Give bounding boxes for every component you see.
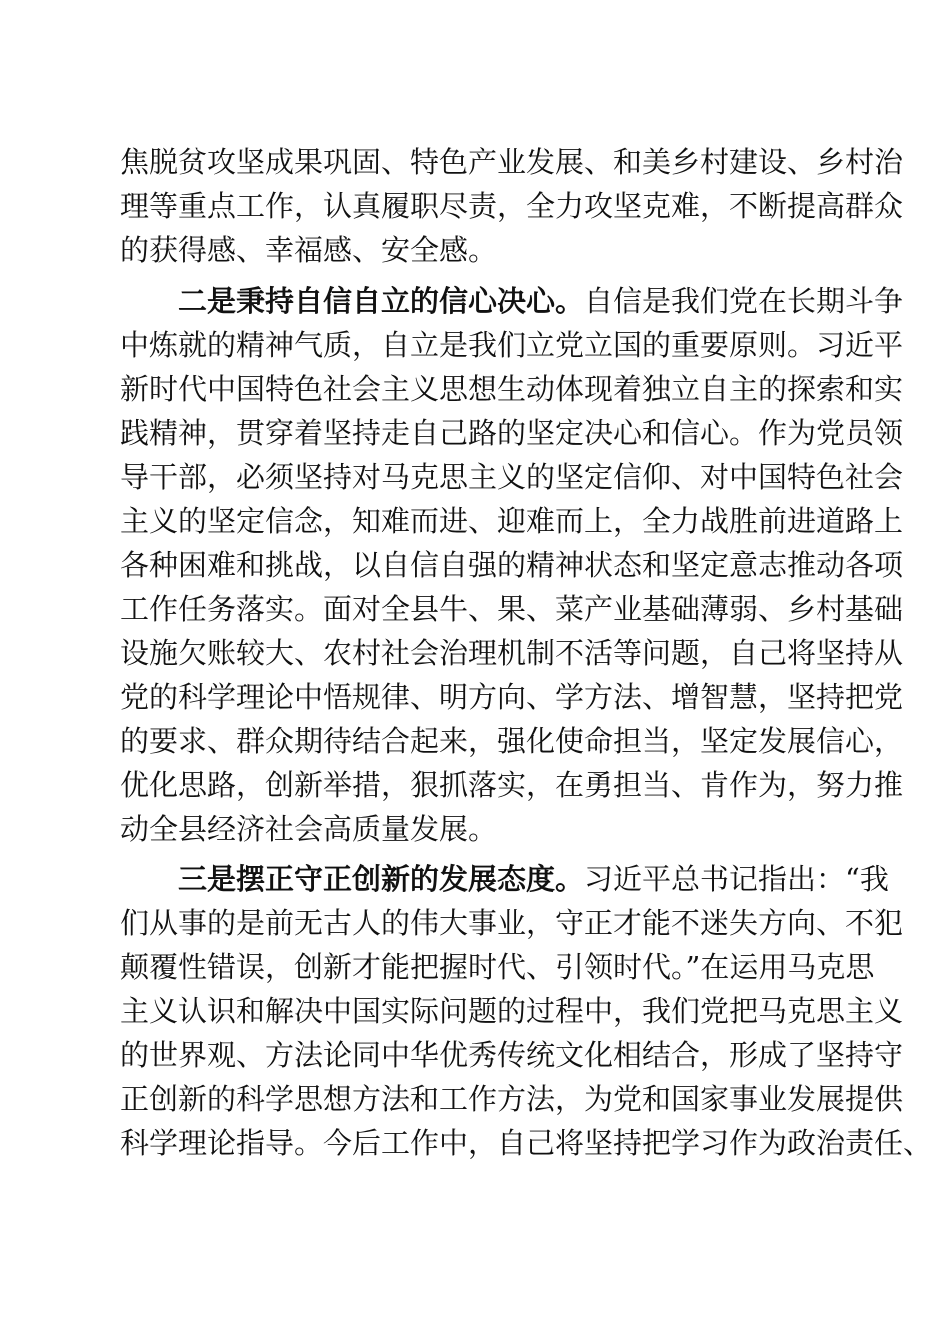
- text-line: 的世界观、方法论同中华优秀传统文化相结合，形成了坚持守: [120, 1038, 904, 1072]
- text-line: 工作任务落实。面对全县牛、果、菜产业基础薄弱、乡村基础: [120, 592, 904, 626]
- text-line: 中炼就的精神气质，自立是我们立党立国的重要原则。习近平: [120, 328, 904, 362]
- text-line: 主义的坚定信念，知难而进、迎难而上，全力战胜前进道路上: [120, 504, 904, 538]
- text-line: 科学理论指导。今后工作中，自己将坚持把学习作为政治责任、: [120, 1126, 933, 1160]
- text-line: 优化思路，创新举措，狠抓落实，在勇担当、肯作为，努力推: [120, 768, 904, 802]
- text-line: 党的科学理论中悟规律、明方向、学方法、增智慧，坚持把党: [120, 680, 904, 714]
- text-line: 焦脱贫攻坚成果巩固、特色产业发展、和美乡村建设、乡村治: [120, 145, 904, 179]
- text-line: 动全县经济社会高质量发展。: [120, 812, 498, 846]
- paragraph-2-heading: 二是秉持自信自立的信心决心。: [178, 284, 585, 318]
- paragraph-2-first-text: 自信是我们党在长期斗争: [584, 284, 904, 318]
- paragraph-3-first-line: [178, 857, 889, 901]
- text-line: 各种困难和挑战，以自信自强的精神状态和坚定意志推动各项: [120, 548, 904, 582]
- text-line: 导干部，必须坚持对马克思主义的坚定信仰、对中国特色社会: [120, 460, 904, 494]
- text-line: 们从事的是前无古人的伟大事业，守正才能不迷失方向、不犯: [120, 906, 904, 940]
- text-line: 主义认识和解决中国实际问题的过程中，我们党把马克思主义: [120, 994, 904, 1028]
- text-line: 设施欠账较大、农村社会治理机制不活等问题，自己将坚持从: [120, 636, 904, 670]
- text-line: 新时代中国特色社会主义思想生动体现着独立自主的探索和实: [120, 372, 904, 406]
- paragraph-3-first-text: 习近平总书记指出：“我: [584, 862, 889, 896]
- paragraph-3-heading: 三是摆正守正创新的发展态度。: [178, 862, 585, 896]
- text-line: 的获得感、幸福感、安全感。: [120, 233, 498, 267]
- text-line: 的要求、群众期待结合起来，强化使命担当，坚定发展信心，: [120, 724, 904, 758]
- text-line: 颠覆性错误，创新才能把握时代、引领时代。”在运用马克思: [120, 950, 875, 984]
- paragraph-2-first-line: [178, 279, 904, 323]
- text-line: 理等重点工作，认真履职尽责，全力攻坚克难，不断提高群众: [120, 189, 904, 223]
- text-line: 正创新的科学思想方法和工作方法，为党和国家事业发展提供: [120, 1082, 904, 1116]
- text-line: 践精神，贯穿着坚持走自己路的坚定决心和信心。作为党员领: [120, 416, 904, 450]
